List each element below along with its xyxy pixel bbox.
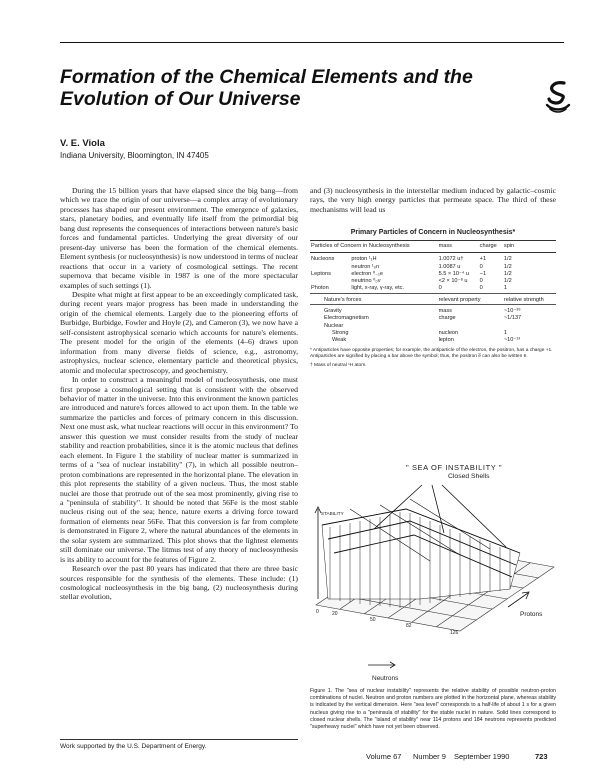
table-cell: light, x-ray, γ-ray, etc. bbox=[351, 285, 405, 292]
table-cell: proton ¹₁H bbox=[351, 256, 377, 263]
table-cell: <2 × 10⁻⁸ u bbox=[438, 278, 468, 285]
table-header: Particles of Concern in Nucleosynthesis bbox=[310, 241, 438, 253]
table-row bbox=[310, 323, 556, 330]
stability-axis bbox=[315, 507, 321, 599]
paragraph: Despite what might at first appear to be an exceedingly complicated task, during recent years major progress has been made in understanding the origin of the chemical elements. Largely due to the pioneering efforts of Burbidge, Burbidge, Fowler and Hoyle (2), and Cameron (3), we now have a self-consistent astrophysical scenario which accounts for nature's elements. The present model for the origin of the elements (4–6) draws upon information from many diverse fields of science, e.g., astronomy, astrophysics, nuclear science, elementary particle and theoretical physics, atomic and molecular spectroscopy, and geochemistry. bbox=[60, 289, 298, 375]
footer-date: September 1990 bbox=[454, 752, 510, 761]
table-header: charge bbox=[479, 241, 503, 253]
table-cell: Weak bbox=[332, 337, 347, 344]
table-row bbox=[310, 330, 556, 337]
axis-tick-label: 0 bbox=[316, 609, 319, 615]
page-number: 723 bbox=[535, 752, 548, 761]
table-cell bbox=[310, 264, 350, 271]
table-cell: Strong bbox=[332, 329, 349, 336]
table-cell: neutron ¹₀n bbox=[351, 263, 380, 270]
table-header: relative strength bbox=[503, 296, 544, 303]
table-cell: Nucleons bbox=[311, 256, 335, 263]
table-cell: 5.5 × 10⁻⁴ u bbox=[438, 270, 469, 277]
table-cell: ~10⁻¹³ bbox=[503, 337, 521, 344]
figure-title: " SEA OF INSTABILITY " bbox=[406, 463, 503, 472]
closed-shells-label: Closed Shells bbox=[448, 473, 490, 480]
protons-label: Protons bbox=[520, 611, 543, 618]
author-name: V. E. Viola bbox=[60, 138, 105, 149]
table-cell: 1 bbox=[503, 285, 508, 292]
table-cell: 1.0087 u bbox=[438, 263, 461, 270]
table-header: spin bbox=[503, 241, 556, 253]
table-cell: ~1/137 bbox=[503, 315, 522, 322]
table-cell: Gravity bbox=[324, 308, 342, 315]
table-footnote: * Antiparticles have opposite properties; for example, the antiparticle of the electron, the positron, has a charge +1. Antiparticles are signified by placing a bar above the symbol; thus, the positron e̅ can also be written ē. bbox=[310, 347, 553, 359]
axis-tick-label: 126 bbox=[450, 630, 459, 636]
table-cell: 1/2 bbox=[503, 278, 512, 285]
table-row bbox=[310, 271, 556, 278]
paragraph: and (3) nucleosynthesis in the interstellar medium induced by galactic–cosmic rays, the very high energy particles that permeate space. The third of these mechanisms will lead us bbox=[310, 186, 556, 214]
axis-tick-label: 82 bbox=[406, 623, 412, 629]
table-cell: charge bbox=[438, 315, 456, 322]
footer-number: Number 9 bbox=[413, 752, 446, 761]
table-row bbox=[310, 285, 556, 293]
table-cell: 1.0072 u† bbox=[438, 256, 464, 263]
table-cell: Electromagnetism bbox=[324, 315, 369, 322]
table-cell: ~10⁻³⁹ bbox=[503, 308, 521, 315]
table-row bbox=[310, 278, 556, 285]
table-title: Primary Particles of Concern in Nucleosynthesis* bbox=[350, 229, 516, 236]
table-cell: mass bbox=[438, 308, 452, 315]
paragraph: In order to construct a meaningful model of nucleosynthesis, one must first propose a cosmological setting that is consistent with the observed behavior of matter in the universe. Into this environment the known particles are introduced and nature's forces allowed to act upon them. In the table we summarize the particles and forces of primary concern in this discussion. Next one must ask, what nuclear reactions will occur in this environment? To answer this question we must consider results from the study of nuclear stability and reaction probabilities, since it is the atomic nucleus that defines each element. In Figure 1 the stability of nuclear matter is summarized in terms of a "sea of nuclear instability" (7), in which all possible neutron–proton combinations are represented in the horizontal plane. The elevation in this plot represents the stability of a given nucleus. Thus, the most stable nuclei are those that protrude out of the sea most prominently, giving rise to a "peninsula of stability". It should be noted that 56Fe is the most stable nucleus rising out of the sea; hence, nature exerts a driving force toward formation of elements near 56Fe. That this conversion is far from complete is demonstrated in Figure 2, where the natural abundances of the elements in the solar system are summarized. This plot shows that the lightest elements still dominate our universe. The litmus test of any theory of nucleosynthesis is its ability to account for the features of Figure 2. bbox=[60, 375, 298, 564]
funding-footnote: Work supported by the U.S. Department of Energy. bbox=[60, 739, 298, 750]
table-cell: 0 bbox=[479, 285, 483, 292]
forces-header-row bbox=[310, 297, 556, 305]
table-row bbox=[310, 308, 556, 315]
table-cell: electron ⁰₋₁e bbox=[351, 270, 384, 277]
table-header: Nature's forces bbox=[324, 296, 362, 303]
table-cell: 1/2 bbox=[503, 256, 512, 263]
table-cell: +1 bbox=[479, 256, 487, 263]
paragraph: During the 15 billion years that have elapsed since the big bang—from which we trace the origin of our universe—a complex array of evolutionary processes has shaped our present environment. The emergence of galaxies, stars, planetary bodies, and eventually life itself from the primordial big bang dust represents the consequences of interactions between nature's basic forces and fundamental particles. Underlying the great diversity of our present-day universe has been the formation of the chemical elements. Element synthesis (or nucleosynthesis) is now understood in terms of nuclear reactions that occur in a variety of cosmological settings. The recent supernova that became visible in 1987 is one of the more spectacular examples of such settings (1). bbox=[60, 186, 298, 290]
table-cell: Nuclear bbox=[324, 322, 344, 329]
particles-table bbox=[310, 229, 556, 369]
table-cell: 1 bbox=[503, 329, 508, 336]
journal-logo-icon bbox=[544, 80, 572, 114]
table-cell: 0 bbox=[438, 285, 442, 292]
table-cell: neutrino ⁰₀ν bbox=[351, 278, 381, 285]
table-row bbox=[310, 337, 556, 344]
table-cell: 1/2 bbox=[503, 263, 512, 270]
table-cell: 1/2 bbox=[503, 270, 512, 277]
table-row bbox=[310, 264, 556, 271]
author-affiliation: Indiana University, Bloomington, IN 47405 bbox=[60, 151, 209, 160]
article-title: Formation of the Chemical Elements and the Evolution of Our Universe bbox=[60, 66, 473, 110]
neutrons-label: Neutrons bbox=[372, 675, 399, 682]
table-cell bbox=[310, 278, 350, 285]
neutrons-arrow bbox=[368, 662, 395, 668]
figure-caption: Figure 1. The "sea of nuclear instability" represents the relative stability of possible neutron-proton combinations of nuclei. Neutron and proton numbers are plotted in the horizontal plane, whereas stability is indicated by the vertical dimension. Here "sea level" corresponds to a half-life of about 1 s for a given nucleus giving rise to a "peninsula of stability" for the stable nuclei in nature. Solid lines correspond to closed nuclear shells. The "island of stability" near 114 protons and 184 neutrons represents predicted "superheavy nuclei" which have not yet been observed. bbox=[310, 688, 556, 731]
table-footnote: † Mass of neutral ¹H atom. bbox=[310, 362, 367, 368]
figure-sea-of-instability bbox=[310, 449, 556, 695]
footer-volume: Volume 67 bbox=[366, 752, 402, 761]
axis-tick-label: 20 bbox=[332, 611, 338, 617]
table-cell: nucleon bbox=[438, 329, 459, 336]
table-cell: Leptons bbox=[311, 270, 331, 277]
stability-plot bbox=[310, 449, 556, 689]
table-cell: −1 bbox=[479, 270, 487, 277]
header-rule bbox=[60, 42, 564, 43]
paragraph: Research over the past 80 years has indicated that there are three basic sources responsible for the synthesis of the elements. These include: (1) cosmological nucleosynthesis in the big bang, (2) nucleosynthesis during stellar evolution, bbox=[60, 564, 298, 602]
table-cell: 0 bbox=[479, 278, 483, 285]
table-row bbox=[310, 256, 556, 263]
table-header-row bbox=[310, 241, 556, 253]
stability-axis-label: STABILITY bbox=[321, 511, 344, 516]
right-column-text bbox=[310, 186, 556, 214]
axis-tick-label: 50 bbox=[370, 617, 376, 623]
left-column-text bbox=[60, 186, 298, 602]
table-cell: Photon bbox=[311, 285, 329, 292]
table-cell: lepton bbox=[438, 337, 454, 344]
table-header: mass bbox=[438, 241, 479, 253]
table-row bbox=[310, 315, 556, 322]
table-header: relevant property bbox=[438, 296, 481, 303]
table-cell: 0 bbox=[479, 263, 483, 270]
